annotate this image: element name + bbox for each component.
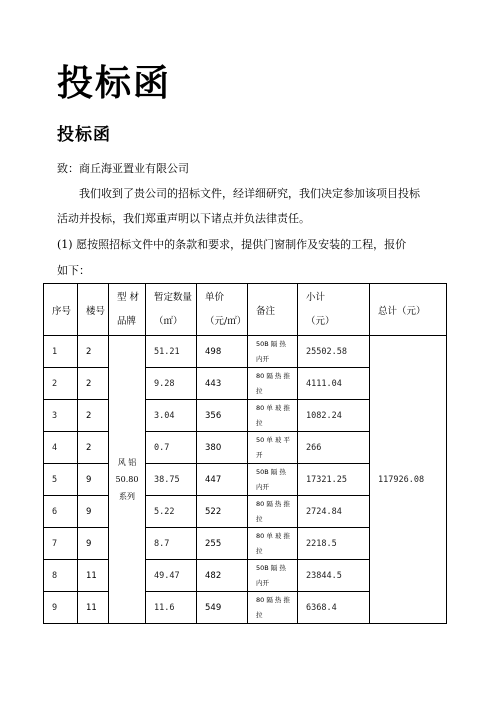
table-header-row	[44, 284, 447, 336]
material-line-3: 系列	[119, 492, 135, 501]
cell-seq: 4	[44, 432, 78, 464]
header-total: 总计（元）	[370, 284, 447, 336]
paragraph-2-line-2: 如下：	[57, 264, 90, 277]
cell-seq: 3	[44, 400, 78, 432]
cell-remark: 80 单 玻 推拉	[248, 528, 298, 560]
material-line-2: 50.80	[115, 475, 139, 484]
cell-seq: 9	[44, 592, 78, 624]
cell-remark: 50B 隔 热 内开	[248, 560, 298, 592]
header-material-line2: 品牌	[117, 315, 137, 327]
cell-grand-total: 117926.08	[370, 336, 447, 624]
header-subtotal-line1: 小计	[306, 291, 326, 303]
quotation-table	[43, 283, 447, 624]
cell-qty: 49.47	[146, 560, 197, 592]
cell-price: 356	[197, 400, 248, 432]
header-remark: 备注	[248, 284, 298, 336]
cell-qty: 3.04	[146, 400, 197, 432]
cell-material-brand	[109, 336, 146, 624]
header-qty-line2: （㎡）	[154, 315, 183, 327]
cell-seq: 8	[44, 560, 78, 592]
paragraph-1-line-1: 我们收到了贵公司的招标文件，经详细研究，我们决定参加该项目投标	[79, 187, 420, 200]
cell-remark: 50 单 玻 平开	[248, 432, 298, 464]
cell-subtotal: 2218.5	[298, 528, 370, 560]
cell-price: 549	[197, 592, 248, 624]
cell-subtotal: 266	[298, 432, 370, 464]
cell-remark: 50B 隔 热 内开	[248, 336, 298, 368]
header-subtotal	[298, 284, 370, 336]
cell-qty: 51.21	[146, 336, 197, 368]
cell-floor: 9	[78, 528, 109, 560]
cell-subtotal: 25502.58	[298, 336, 370, 368]
cell-floor: 11	[78, 560, 109, 592]
cell-price: 522	[197, 496, 248, 528]
cell-qty: 38.75	[146, 464, 197, 496]
cell-qty: 8.7	[146, 528, 197, 560]
cell-floor: 2	[78, 400, 109, 432]
letter-title: 投标函	[57, 125, 111, 145]
cell-remark: 80 单 玻 推拉	[248, 400, 298, 432]
header-material-line1: 型 材	[117, 291, 140, 303]
cell-price: 498	[197, 336, 248, 368]
header-price	[197, 284, 248, 336]
cell-floor: 9	[78, 496, 109, 528]
cell-price: 447	[197, 464, 248, 496]
cell-seq: 2	[44, 368, 78, 400]
cell-price: 255	[197, 528, 248, 560]
addressee: 致：商丘海亚置业有限公司	[57, 162, 189, 175]
cell-qty: 11.6	[146, 592, 197, 624]
cell-seq: 5	[44, 464, 78, 496]
header-subtotal-line2: （元）	[306, 315, 335, 327]
cell-price: 443	[197, 368, 248, 400]
cell-floor: 9	[78, 464, 109, 496]
paragraph-2-line-1: (1) 愿按照招标文件中的条款和要求，提供门窗制作及安装的工程，报价	[57, 238, 407, 251]
cell-subtotal: 23844.5	[298, 560, 370, 592]
header-material	[109, 284, 146, 336]
cell-remark: 80 隔 热 推拉	[248, 496, 298, 528]
cell-seq: 7	[44, 528, 78, 560]
header-price-line1: 单价	[205, 291, 225, 303]
cell-floor: 2	[78, 368, 109, 400]
cell-subtotal: 17321.25	[298, 464, 370, 496]
cell-subtotal: 6368.4	[298, 592, 370, 624]
cell-qty: 9.28	[146, 368, 197, 400]
cell-floor: 11	[78, 592, 109, 624]
header-price-line2: （元/㎡）	[205, 315, 247, 327]
document-heading: 投标函	[57, 63, 172, 104]
table-row	[44, 336, 447, 368]
cell-price: 380	[197, 432, 248, 464]
cell-price: 482	[197, 560, 248, 592]
header-qty	[146, 284, 197, 336]
cell-subtotal: 2724.84	[298, 496, 370, 528]
cell-subtotal: 1082.24	[298, 400, 370, 432]
cell-remark: 80 隔 热 推拉	[248, 368, 298, 400]
cell-subtotal: 4111.04	[298, 368, 370, 400]
cell-remark: 50B 隔 热 内开	[248, 464, 298, 496]
header-seq: 序号	[44, 284, 78, 336]
cell-seq: 1	[44, 336, 78, 368]
header-floor: 楼号	[78, 284, 109, 336]
material-line-1: 风 铝	[117, 458, 137, 467]
cell-floor: 2	[78, 432, 109, 464]
cell-floor: 2	[78, 336, 109, 368]
paragraph-1-line-2: 活动并投标，我们郑重声明以下诸点并负法律责任。	[57, 212, 310, 225]
cell-qty: 0.7	[146, 432, 197, 464]
cell-seq: 6	[44, 496, 78, 528]
cell-qty: 5.22	[146, 496, 197, 528]
cell-remark: 80 隔 热 推拉	[248, 592, 298, 624]
header-qty-line1: 暂定数量	[154, 291, 193, 303]
